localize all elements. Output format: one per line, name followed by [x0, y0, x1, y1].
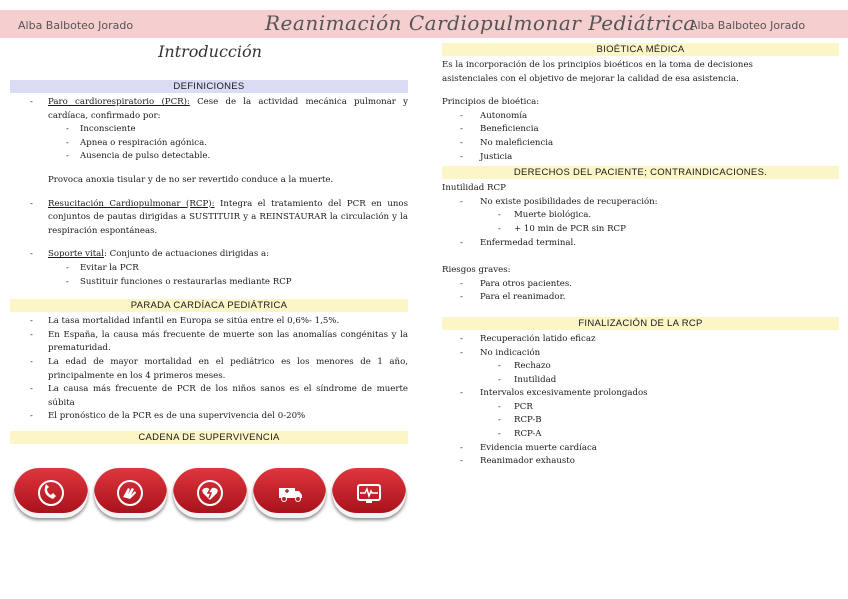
list-item: - La causa más frecuente de PCR de los niños sanos es el síndrome de muerte súbita [10, 383, 408, 410]
page-header [0, 10, 848, 38]
list-item: - Beneficiencia [442, 123, 839, 137]
list-item: - En España, la causa más frecuente de muerte son las anomalías congénitas y la prematuridad. [10, 329, 408, 356]
bioetica-text: Es la incorporación de los principios bioéticos en la toma de decisiones asistenciales con el objetivo de mejorar la calidad de esa asistencia. [442, 60, 753, 84]
list-item: - Reanimador exhausto [442, 455, 839, 469]
soporte-vital-definition: - Soporte vital: Conjunto de actuaciones dirigidas a: [10, 248, 408, 262]
list-item: - Recuperación latido eficaz [442, 333, 839, 347]
inutilidad-label: Inutilidad RCP [442, 183, 506, 194]
list-item: - No indicación [442, 347, 839, 361]
list-item: - El pronóstico de la PCR es de una supervivencia del 0-20% [10, 410, 408, 424]
phone-icon [14, 468, 88, 518]
pcr-note: Provoca anoxia tisular y de no ser revertido conduce a la muerte. [48, 174, 334, 185]
list-item: - Autonomía [442, 110, 839, 124]
list-item: - Enfermedad terminal. [442, 237, 839, 251]
list-item: - Para otros pacientes. [442, 278, 839, 292]
list-item: - No existe posibilidades de recuperación: [442, 196, 839, 210]
page-title: Reanimación Cardiopulmonar Pediátrica [265, 11, 696, 35]
list-item: - + 10 min de PCR sin RCP [442, 223, 839, 237]
derechos-heading: DERECHOS DEL PACIENTE; CONTRAINDICACIONES. [442, 166, 839, 179]
list-item: - Para el reanimador. [442, 291, 839, 305]
intro-title: Introducción [158, 42, 262, 61]
pcr-definition: - Paro cardiorespiratorio (PCR): Cese de la actividad mecánica pulmonar y cardíaca, confirmado por: [10, 96, 408, 123]
list-item: - Apnea o respiración agónica. [10, 137, 408, 151]
list-item: - RCP-A [442, 428, 839, 442]
list-item: - Justicia [442, 151, 839, 165]
list-item: - Ausencia de pulso detectable. [10, 150, 408, 164]
list-item: - No maleficiencia [442, 137, 839, 151]
list-item: - La edad de mayor mortalidad en el pediátrico es los menores de 1 año, principalmente en los 4 primeros meses. [10, 356, 408, 383]
hands-icon [94, 468, 168, 518]
left-column [10, 78, 408, 447]
author-right: Alba Balboteo Jorado [690, 19, 806, 32]
list-item: - PCR [442, 401, 839, 415]
rcp-definition: - Resucitación Cardiopulmonar (RCP): Integra el tratamiento del PCR en unos conjuntos de pautas dirigidas a SUSTITUIR y a REINSTAURAR la circulación y la respiración espontáneas. [10, 198, 408, 239]
finalizacion-heading: FINALIZACIÓN DE LA RCP [442, 317, 839, 330]
ambulance-icon [253, 468, 327, 518]
list-item: - Intervalos excesivamente prolongados [442, 387, 839, 401]
parada-heading: PARADA CARDÍACA PEDIÁTRICA [10, 299, 408, 312]
list-item: - Rechazo [442, 360, 839, 374]
author-left: Alba Balboteo Jorado [18, 19, 134, 32]
definiciones-heading: DEFINICIONES [10, 80, 408, 93]
list-item: - Muerte biológica. [442, 209, 839, 223]
list-item: - La tasa mortalidad infantil en Europa se sitúa entre el 0,6%- 1,5%. [10, 315, 408, 329]
heart-icon [173, 468, 247, 518]
list-item: - RCP-B [442, 414, 839, 428]
principios-label: Principios de bioética: [442, 97, 540, 108]
list-item: - Inutilidad [442, 374, 839, 388]
riesgos-label: Riesgos graves: [442, 265, 511, 276]
right-column [442, 41, 839, 469]
bioetica-heading: BIOÉTICA MÉDICA [442, 43, 839, 56]
survival-chain [14, 468, 406, 524]
list-item: - Evidencia muerte cardíaca [442, 442, 839, 456]
list-item: - Inconsciente [10, 123, 408, 137]
list-item: - Sustituir funciones o restaurarlas mediante RCP [10, 276, 408, 290]
cadena-heading: CADENA DE SUPERVIVENCIA [10, 431, 408, 444]
monitor-icon [332, 468, 406, 518]
list-item: - Evitar la PCR [10, 262, 408, 276]
